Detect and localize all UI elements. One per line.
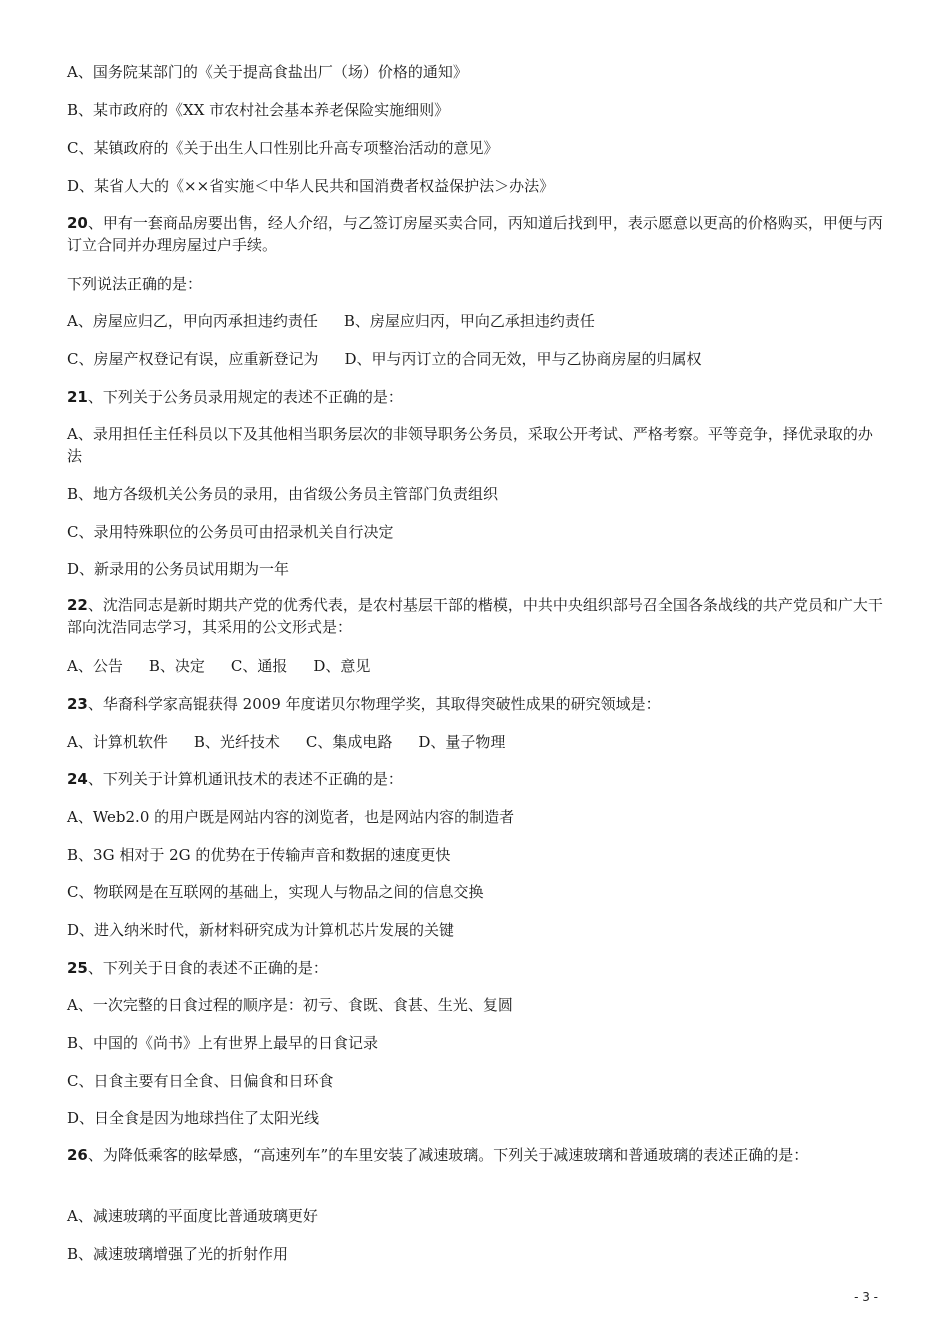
q25-option-c: C、日食主要有日全食、日偏食和日环食 xyxy=(67,1072,334,1090)
q21-number: 21 xyxy=(67,388,88,406)
q23-stem xyxy=(67,693,887,715)
q23-option-a: A、计算机软件 xyxy=(67,733,168,751)
q21-option-c: C、录用特殊职位的公务员可由招录机关自行决定 xyxy=(67,523,394,541)
q26-text: 、为降低乘客的眩晕感，“高速列车”的车里安装了减速玻璃。下列关于减速玻璃和普通玻璃的表述正确的是： xyxy=(87,1146,809,1164)
q21-option-b: B、地方各级机关公务员的录用，由省级公务员主管部门负责组织 xyxy=(67,485,499,503)
q26-stem xyxy=(67,1144,887,1166)
q25-option-b: B、中国的《尚书》上有世界上最早的日食记录 xyxy=(67,1034,379,1052)
q25-text: 、下列关于日食的表述不正确的是： xyxy=(87,959,328,977)
q20-options-row-1 xyxy=(67,310,887,332)
q24-option-a: A、Web2.0 的用户既是网站内容的浏览者，也是网站内容的制造者 xyxy=(67,808,515,826)
q22-option-a: A、公告 xyxy=(67,657,123,675)
q20-stem xyxy=(67,212,887,256)
page-number: - 3 - xyxy=(854,1290,878,1304)
q26-option-a: A、减速玻璃的平面度比普通玻璃更好 xyxy=(67,1207,318,1225)
q22-option-b: B、决定 xyxy=(148,657,205,675)
q24-number: 24 xyxy=(67,770,88,788)
q23-option-d: D、量子物理 xyxy=(418,733,506,751)
q26-number: 26 xyxy=(67,1146,88,1164)
q24-option-c: C、物联网是在互联网的基础上，实现人与物品之间的信息交换 xyxy=(67,883,484,901)
q22-stem xyxy=(67,594,887,638)
q20-text: 、甲有一套商品房要出售，经人介绍，与乙签订房屋买卖合同，丙知道后找到甲，表示愿意以更高的价格购买，甲便与丙订立合同并办理房屋过户手续。 xyxy=(67,214,883,254)
q20-option-d: D、甲与丙订立的合同无效，甲与乙协商房屋的归属权 xyxy=(344,350,702,368)
q21-stem xyxy=(67,386,887,408)
q22-number: 22 xyxy=(67,596,88,614)
q26-option-b: B、减速玻璃增强了光的折射作用 xyxy=(67,1245,289,1263)
q23-text: 、华裔科学家高锟获得 2009 年度诺贝尔物理学奖，其取得突破性成果的研究领域是： xyxy=(87,695,661,713)
q23-number: 23 xyxy=(67,695,88,713)
q19-option-b: B、某市政府的《XX 市农村社会基本养老保险实施细则》 xyxy=(67,101,450,119)
q24-stem xyxy=(67,768,887,790)
q20-option-b: B、房屋应归丙，甲向乙承担违约责任 xyxy=(343,312,595,330)
q21-option-d: D、新录用的公务员试用期为一年 xyxy=(67,560,290,578)
q22-option-d: D、意见 xyxy=(313,657,371,675)
q21-text: 、下列关于公务员录用规定的表述不正确的是： xyxy=(87,388,403,406)
q25-stem xyxy=(67,957,887,979)
q19-option-c: C、某镇政府的《关于出生人口性别比升高专项整治活动的意见》 xyxy=(67,139,499,157)
q24-text: 、下列关于计算机通讯技术的表述不正确的是： xyxy=(87,770,403,788)
q20-option-a: A、房屋应归乙，甲向丙承担违约责任 xyxy=(67,312,318,330)
q25-option-d: D、日全食是因为地球挡住了太阳光线 xyxy=(67,1109,320,1127)
q23-options xyxy=(67,731,887,753)
q25-number: 25 xyxy=(67,959,88,977)
q25-option-a: A、一次完整的日食过程的顺序是：初亏、食既、食甚、生光、复圆 xyxy=(67,996,513,1014)
q22-text: 、沈浩同志是新时期共产党的优秀代表，是农村基层干部的楷模，中共中央组织部号召全国各条战线的共产党员和广大干部向沈浩同志学习，其采用的公文形式是： xyxy=(67,596,883,636)
q20-option-c: C、房屋产权登记有误，应重新登记为 xyxy=(67,350,319,368)
q19-option-d: D、某省人大的《××省实施＜中华人民共和国消费者权益保护法＞办法》 xyxy=(67,177,555,195)
q19-option-a: A、国务院某部门的《关于提高食盐出厂（场）价格的通知》 xyxy=(67,63,468,81)
q24-option-d: D、进入纳米时代，新材料研究成为计算机芯片发展的关键 xyxy=(67,921,455,939)
q24-option-b: B、3G 相对于 2G 的优势在于传输声音和数据的速度更快 xyxy=(67,846,451,864)
q23-option-b: B、光纤技术 xyxy=(193,733,280,751)
q20-options-row-2 xyxy=(67,348,887,370)
q23-option-c: C、集成电路 xyxy=(305,733,393,751)
q22-options xyxy=(67,655,887,677)
q20-prompt: 下列说法正确的是： xyxy=(67,275,203,293)
q20-number: 20 xyxy=(67,214,88,232)
q22-option-c: C、通报 xyxy=(230,657,288,675)
q21-option-a: A、录用担任主任科员以下及其他相当职务层次的非领导职务公务员，采取公开考试、严格考察。平等竞争，择优录取的办法 xyxy=(67,425,873,465)
